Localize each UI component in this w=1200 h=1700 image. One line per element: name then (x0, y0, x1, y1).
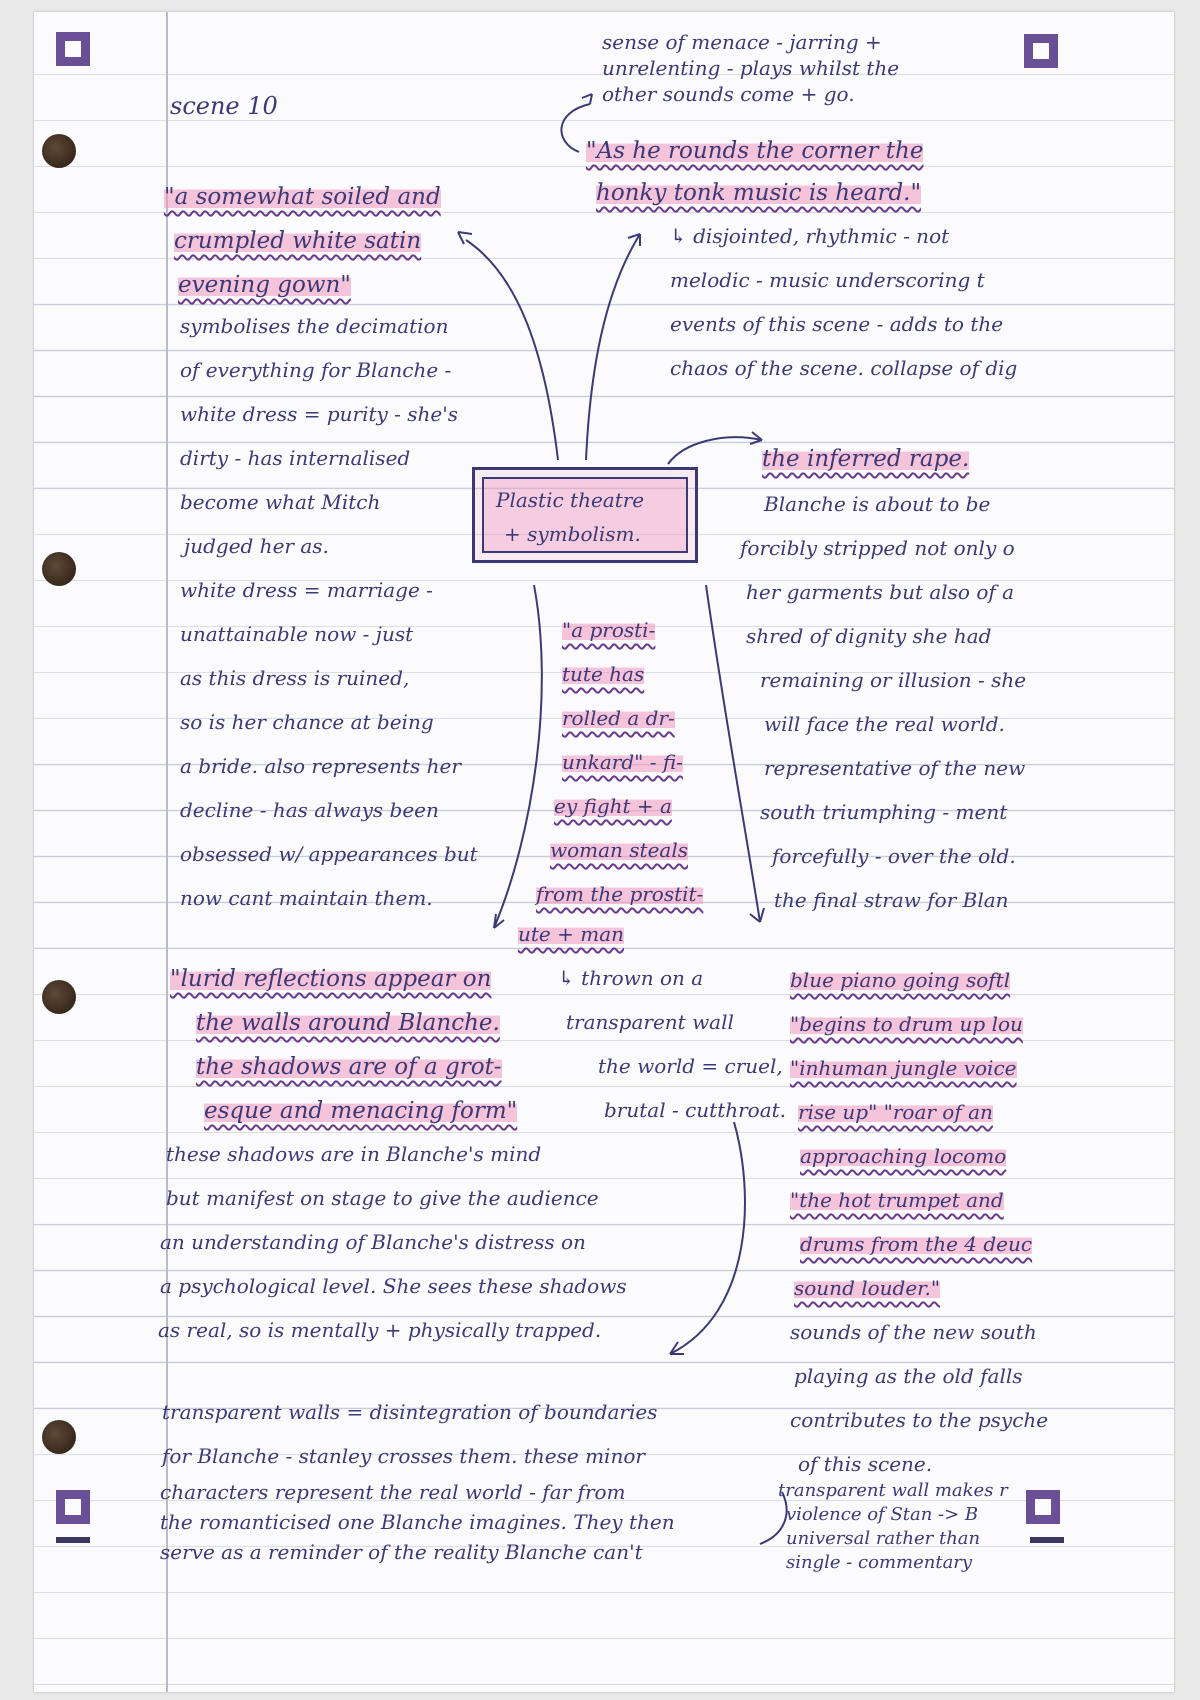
prostitute-quote-line: woman steals (550, 838, 689, 862)
walls-note-line: the romanticised one Blanche imagines. They then (160, 1510, 675, 1534)
gown-note-line: white dress = purity - she's (180, 402, 459, 426)
piano-quote-line: "begins to drum up lou (790, 1012, 1023, 1036)
shadows-note-line: an understanding of Blanche's distress on (160, 1230, 586, 1254)
sound-note-line: playing as the old falls (794, 1364, 1023, 1388)
gown-note-line: symbolises the decimation (180, 314, 449, 338)
gown-quote-line: "a somewhat soiled and (164, 184, 441, 210)
rape-note-line: forcibly stripped not only o (740, 536, 1015, 560)
lurid-quote-line: the walls around Blanche. (196, 1010, 500, 1036)
rape-note-line: forcefully - over the old. (772, 844, 1016, 868)
music-note-line: ↳ disjointed, rhythmic - not (670, 224, 950, 248)
shadows-note-line: a psychological level. She sees these shadows (160, 1274, 627, 1298)
corner-mark-icon (1024, 34, 1058, 68)
binder-hole (42, 1420, 76, 1454)
wall-note-line: transparent wall (566, 1010, 734, 1034)
piano-quote-line: rise up" "roar of an (798, 1100, 993, 1124)
piano-quote-line: "inhuman jungle voice (790, 1056, 1017, 1080)
binder-hole (42, 980, 76, 1014)
piano-quote-line: blue piano going softl (790, 968, 1011, 992)
shadows-note-line: these shadows are in Blanche's mind (166, 1142, 542, 1166)
top-note-line: sense of menace - jarring + (602, 30, 882, 54)
walls-note-line: transparent walls = disintegration of boundaries (162, 1400, 658, 1424)
prostitute-quote-line: ey fight + a (554, 794, 672, 818)
rape-note-line: the final straw for Blan (774, 888, 1009, 912)
music-quote-line: "As he rounds the corner the (586, 138, 924, 164)
footer-mark (56, 1537, 90, 1543)
binder-hole (42, 134, 76, 168)
wall-note-line: ↳ thrown on a (558, 966, 704, 990)
piano-quote-line: "the hot trumpet and (790, 1188, 1004, 1212)
top-note-line: other sounds come + go. (602, 82, 855, 106)
piano-quote-line: approaching locomo (800, 1144, 1007, 1168)
gown-note-line: dirty - has internalised (180, 446, 411, 470)
page-title: scene 10 (170, 92, 278, 120)
prostitute-quote-line: from the prostit- (536, 882, 704, 906)
corner-mark-icon (1026, 1490, 1060, 1524)
gown-note-line: judged her as. (184, 534, 329, 558)
rape-note-line: representative of the new (764, 756, 1026, 780)
rape-note-line: shred of dignity she had (746, 624, 992, 648)
music-note-line: melodic - music underscoring t (670, 268, 985, 292)
prostitute-quote-line: tute has (562, 662, 645, 686)
corner-note-line: violence of Stan -> B (786, 1504, 979, 1525)
corner-mark-icon (56, 1490, 90, 1524)
corner-note-line: universal rather than (786, 1528, 981, 1549)
sound-note-line: contributes to the psyche (790, 1408, 1049, 1432)
sound-note-line: of this scene. (798, 1452, 933, 1476)
shadows-note-line: but manifest on stage to give the audience (166, 1186, 599, 1210)
gown-quote-line: evening gown" (178, 272, 351, 298)
footer-mark (1030, 1537, 1064, 1543)
gown-note-line: unattainable now - just (180, 622, 414, 646)
gown-note-line: a bride. also represents her (180, 754, 461, 778)
gown-note-line: obsessed w/ appearances but (180, 842, 478, 866)
shadows-note-line: as real, so is mentally + physically trapped. (158, 1318, 602, 1342)
topic-label: + symbolism. (504, 522, 641, 546)
walls-note-line: for Blanche - stanley crosses them. these minor (162, 1444, 645, 1468)
gown-note-line: become what Mitch (180, 490, 381, 514)
topic-label: Plastic theatre (496, 488, 645, 512)
wall-note-line: the world = cruel, (598, 1054, 783, 1078)
rape-heading: the inferred rape. (762, 446, 970, 472)
rape-note-line: remaining or illusion - she (760, 668, 1027, 692)
margin-line (166, 12, 168, 1692)
gown-note-line: white dress = marriage - (180, 578, 433, 602)
corner-mark-icon (56, 32, 90, 66)
gown-note-line: decline - has always been (180, 798, 439, 822)
prostitute-quote-line: rolled a dr- (562, 706, 675, 730)
gown-note-line: now cant maintain them. (180, 886, 433, 910)
walls-note-line: serve as a reminder of the reality Blanche can't (160, 1540, 643, 1564)
corner-note-line: transparent wall makes r (778, 1480, 1008, 1501)
gown-note-line: so is her chance at being (180, 710, 434, 734)
corner-note-line: single - commentary (786, 1552, 973, 1573)
music-note-line: events of this scene - adds to the (670, 312, 1004, 336)
notebook-page (34, 12, 1174, 1692)
top-note-line: unrelenting - plays whilst the (602, 56, 900, 80)
sound-note-line: sounds of the new south (790, 1320, 1037, 1344)
lurid-quote-line: esque and menacing form" (204, 1098, 518, 1124)
lurid-quote-line: "lurid reflections appear on (170, 966, 492, 992)
gown-note-line: of everything for Blanche - (180, 358, 452, 382)
rape-note-line: south triumphing - ment (760, 800, 1008, 824)
rape-note-line: will face the real world. (764, 712, 1005, 736)
rape-note-line: her garments but also of a (746, 580, 1015, 604)
prostitute-quote-line: "a prosti- (562, 618, 656, 642)
music-note-line: chaos of the scene. collapse of dig (670, 356, 1018, 380)
piano-quote-line: sound louder." (794, 1276, 941, 1300)
prostitute-quote-line: ute + man (518, 922, 624, 946)
gown-note-line: as this dress is ruined, (180, 666, 410, 690)
wall-note-line: brutal - cutthroat. (604, 1098, 787, 1122)
binder-hole (42, 552, 76, 586)
lurid-quote-line: the shadows are of a grot- (196, 1054, 502, 1080)
prostitute-quote-line: unkard" - fi- (562, 750, 683, 774)
piano-quote-line: drums from the 4 deuc (800, 1232, 1033, 1256)
rape-note-line: Blanche is about to be (764, 492, 991, 516)
music-quote-line: honky tonk music is heard." (596, 180, 922, 206)
gown-quote-line: crumpled white satin (174, 228, 422, 254)
walls-note-line: characters represent the real world - far from (160, 1480, 626, 1504)
